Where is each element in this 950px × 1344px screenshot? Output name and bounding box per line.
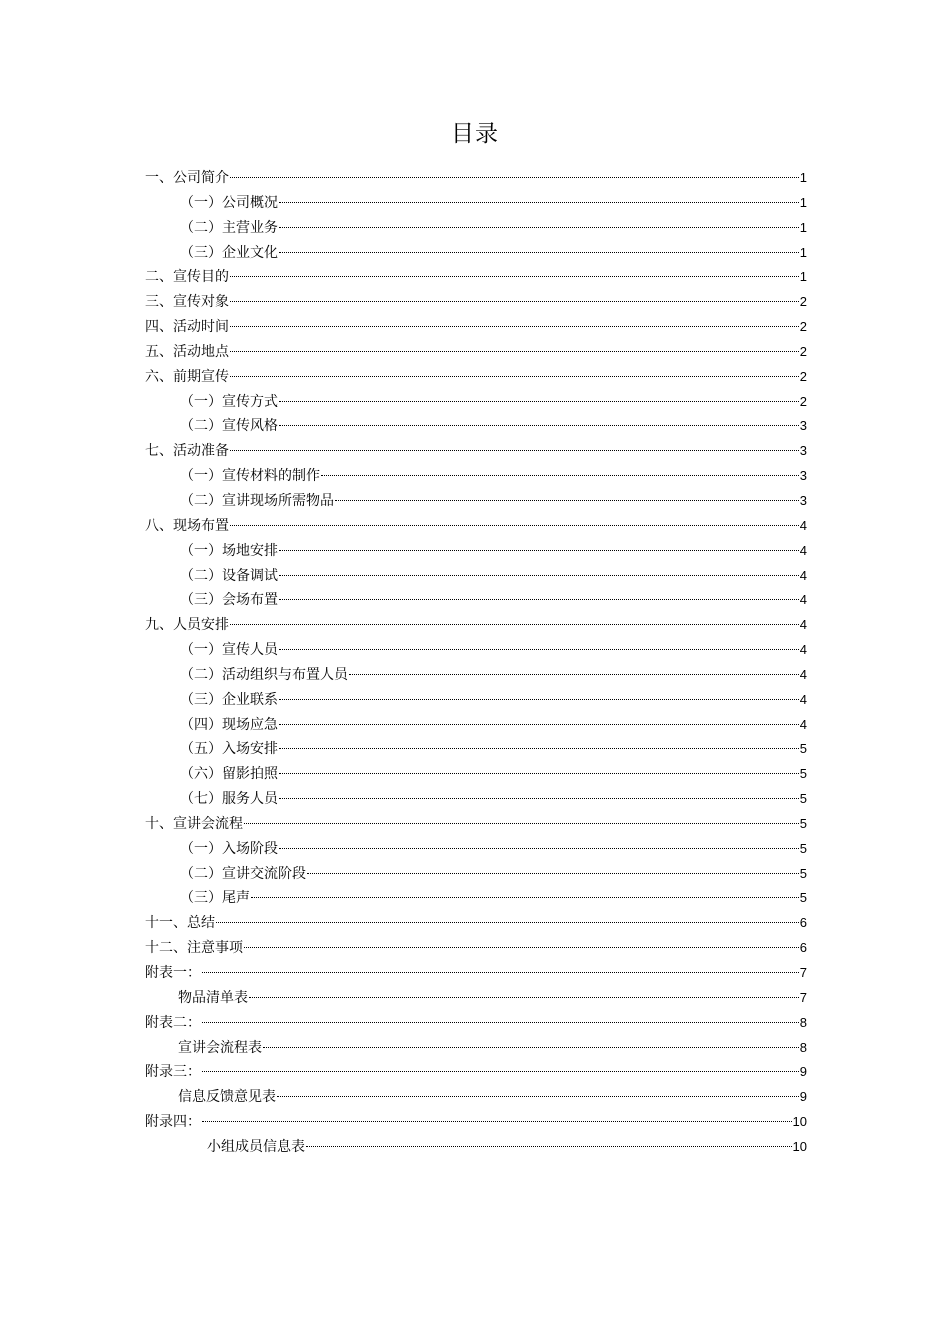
toc-entry[interactable] [145,638,807,663]
toc-entry-text: （二）主营业务 [180,219,278,236]
toc-entry-text: 附录四： [145,1114,201,1131]
toc-entry[interactable] [145,265,807,290]
toc-entry-text: 一、公司简介 [145,170,229,186]
toc-dot-leader [230,301,799,302]
toc-entry-text: （二）宣讲交流阶段 [180,865,306,882]
toc-page-number: 4 [799,716,807,732]
toc-entry-text: 九、人员安排 [145,617,229,634]
toc-entry[interactable] [145,514,807,539]
toc-entry[interactable] [145,911,807,936]
toc-page-number: 4 [799,617,807,633]
toc-page-number: 5 [799,766,807,782]
toc-entry-text: 二、宣传目的 [145,269,229,286]
toc-entry[interactable] [145,1135,807,1160]
toc-page-number: 2 [799,368,807,384]
toc-page-number: 5 [799,791,807,807]
toc-entry-text: 十、宣讲会流程 [145,815,243,832]
toc-page-number: 1 [799,244,807,260]
toc-dot-leader [251,897,799,898]
toc-page-number: 2 [799,393,807,409]
toc-page-number: 5 [799,865,807,881]
toc-dot-leader [307,873,799,874]
toc-page-number: 4 [799,517,807,533]
toc-entry[interactable] [145,737,807,762]
toc-entry[interactable] [145,1011,807,1036]
toc-entry-text: 小组成员信息表 [207,1138,305,1155]
toc-entry-text: （二）设备调试 [180,567,278,584]
toc-dot-leader [279,575,799,576]
toc-entry-text: （三）企业联系 [180,691,278,708]
toc-page-number: 4 [799,666,807,682]
toc-dot-leader [202,1022,799,1023]
toc-page-number: 7 [799,989,807,1005]
toc-entry[interactable] [145,613,807,638]
toc-entry-text: （一）公司概况 [180,194,278,211]
toc-entry-text: （一）宣传方式 [180,393,278,410]
toc-dot-leader [230,276,799,277]
toc-entry[interactable] [145,414,807,439]
page-title: 目录 [451,121,499,147]
toc-dot-leader [279,699,799,700]
toc-dot-leader [279,748,799,749]
toc-page-number: 5 [799,815,807,831]
toc-entry[interactable] [145,315,807,340]
toc-entry-text: 十二、注意事项 [145,940,243,957]
toc-dot-leader [279,724,799,725]
toc-page-number: 4 [799,592,807,608]
toc-entry-text: （二）宣讲现场所需物品 [180,492,334,509]
toc-entry-text: 附表二： [145,1014,201,1031]
toc-page-number: 3 [799,468,807,484]
toc-dot-leader [279,848,799,849]
toc-dot-leader [202,972,799,973]
toc-entry[interactable] [145,191,807,216]
toc-page-number: 4 [799,542,807,558]
toc-page-number: 6 [799,940,807,956]
toc-entry-text: 附表一： [145,965,201,981]
toc-dot-leader [249,997,799,998]
toc-entry[interactable] [145,837,807,862]
toc-entry[interactable] [145,762,807,787]
toc-entry-text: （五）入场安排 [180,741,278,758]
toc-dot-leader [349,674,799,675]
toc-dot-leader [279,425,799,426]
toc-entry[interactable] [145,340,807,365]
toc-entry[interactable] [145,464,807,489]
toc-entry-text: （一）宣传材料的制作 [180,468,320,485]
toc-entry[interactable] [145,241,807,266]
toc-page-number: 9 [799,1064,807,1080]
toc-entry-text: （一）场地安排 [180,542,278,559]
toc-entry-text: 八、现场布置 [145,517,229,534]
toc-entry[interactable] [145,539,807,564]
toc-page-number: 1 [799,170,807,185]
toc-entry[interactable] [145,1085,807,1110]
toc-page-number: 8 [799,1039,807,1055]
toc-page-number: 4 [799,642,807,658]
toc-entry[interactable] [145,365,807,390]
toc-dot-leader [230,450,799,451]
toc-entry[interactable] [145,439,807,464]
toc-entry-text: （一）宣传人员 [180,642,278,659]
toc-entry[interactable] [145,1036,807,1061]
toc-entry-text: （四）现场应急 [180,716,278,733]
toc-dot-leader [279,773,799,774]
toc-page-number: 2 [799,294,807,310]
toc-page-number: 3 [799,443,807,459]
toc-entry[interactable] [145,663,807,688]
toc-page-number: 1 [799,219,807,235]
toc-dot-leader [321,475,799,476]
toc-page-number: 3 [799,418,807,434]
toc-page-number: 5 [799,890,807,906]
toc-dot-leader [335,500,799,501]
toc-entry[interactable] [145,489,807,514]
toc-dot-leader [279,550,799,551]
toc-entry[interactable] [145,961,807,986]
toc-entry[interactable] [145,886,807,911]
toc-entry-text: （二）宣传风格 [180,418,278,435]
toc-entry-text: （三）会场布置 [180,592,278,609]
toc-entry[interactable] [145,390,807,415]
toc-page-number: 6 [799,915,807,931]
toc-entry[interactable] [145,862,807,887]
toc-dot-leader [202,1071,799,1072]
toc-page-number: 5 [799,840,807,856]
toc-dot-leader [244,947,799,948]
toc-dot-leader [230,525,799,526]
toc-entry-text: （三）企业文化 [180,244,278,261]
toc-page-number: 9 [799,1089,807,1105]
toc-entry-text: 物品清单表 [178,989,248,1006]
toc-entry[interactable] [145,1110,807,1135]
toc-entry[interactable] [145,986,807,1011]
toc-entry-text: （七）服务人员 [180,791,278,808]
toc-entry-text: 宣讲会流程表 [178,1039,262,1056]
toc-dot-leader [230,624,799,625]
toc-entry-text: 五、活动地点 [145,343,229,360]
toc-dot-leader [279,649,799,650]
toc-page-number: 10 [792,1138,807,1154]
toc-entry-text: 四、活动时间 [145,319,229,336]
toc-entry[interactable] [145,936,807,961]
toc-page-number: 2 [799,343,807,359]
toc-entry[interactable] [145,166,807,191]
toc-dot-leader [279,599,799,600]
toc-page-number: 2 [799,319,807,335]
toc-dot-leader [230,376,799,377]
toc-dot-leader [279,252,799,253]
toc-dot-leader [202,1121,792,1122]
toc-page-number: 5 [799,741,807,757]
toc-dot-leader [279,401,799,402]
toc-entry-text: 三、宣传对象 [145,294,229,311]
toc-dot-leader [306,1146,792,1147]
toc-entry-text: 信息反馈意见表 [178,1089,276,1106]
toc-page-number: 4 [799,567,807,583]
toc-entry[interactable] [145,713,807,738]
toc-page-number: 1 [799,194,807,210]
toc-page-number: 1 [799,269,807,285]
toc-page-number: 4 [799,691,807,707]
toc-entry[interactable] [145,787,807,812]
toc-entry[interactable] [145,812,807,837]
toc-entry[interactable] [145,290,807,315]
toc-entry[interactable] [145,588,807,613]
toc-dot-leader [230,351,799,352]
toc-entry-text: （三）尾声 [180,890,250,907]
toc-entry[interactable] [145,564,807,589]
toc-entry-text: 六、前期宣传 [145,368,229,385]
toc-page-number: 10 [792,1114,807,1130]
toc-entry-text: 附录三： [145,1064,201,1081]
toc-dot-leader [216,922,799,923]
toc-dot-leader [279,798,799,799]
toc-entry-text: （一）入场阶段 [180,840,278,857]
toc-dot-leader [244,823,799,824]
toc-entry[interactable] [145,1060,807,1085]
toc-dot-leader [263,1047,799,1048]
toc-entry-text: （二）活动组织与布置人员 [180,666,348,683]
toc-entry-text: （六）留影拍照 [180,766,278,783]
toc-entry[interactable] [145,216,807,241]
toc-page-number: 3 [799,492,807,508]
table-of-contents [145,166,807,1160]
toc-page-number: 8 [799,1014,807,1030]
toc-dot-leader [230,177,799,178]
toc-entry-text: 七、活动准备 [145,443,229,460]
toc-dot-leader [279,202,799,203]
toc-dot-leader [277,1096,799,1097]
toc-dot-leader [279,227,799,228]
toc-dot-leader [230,326,799,327]
toc-entry-text: 十一、总结 [145,915,215,932]
toc-page-number: 7 [799,965,807,980]
toc-entry[interactable] [145,688,807,713]
